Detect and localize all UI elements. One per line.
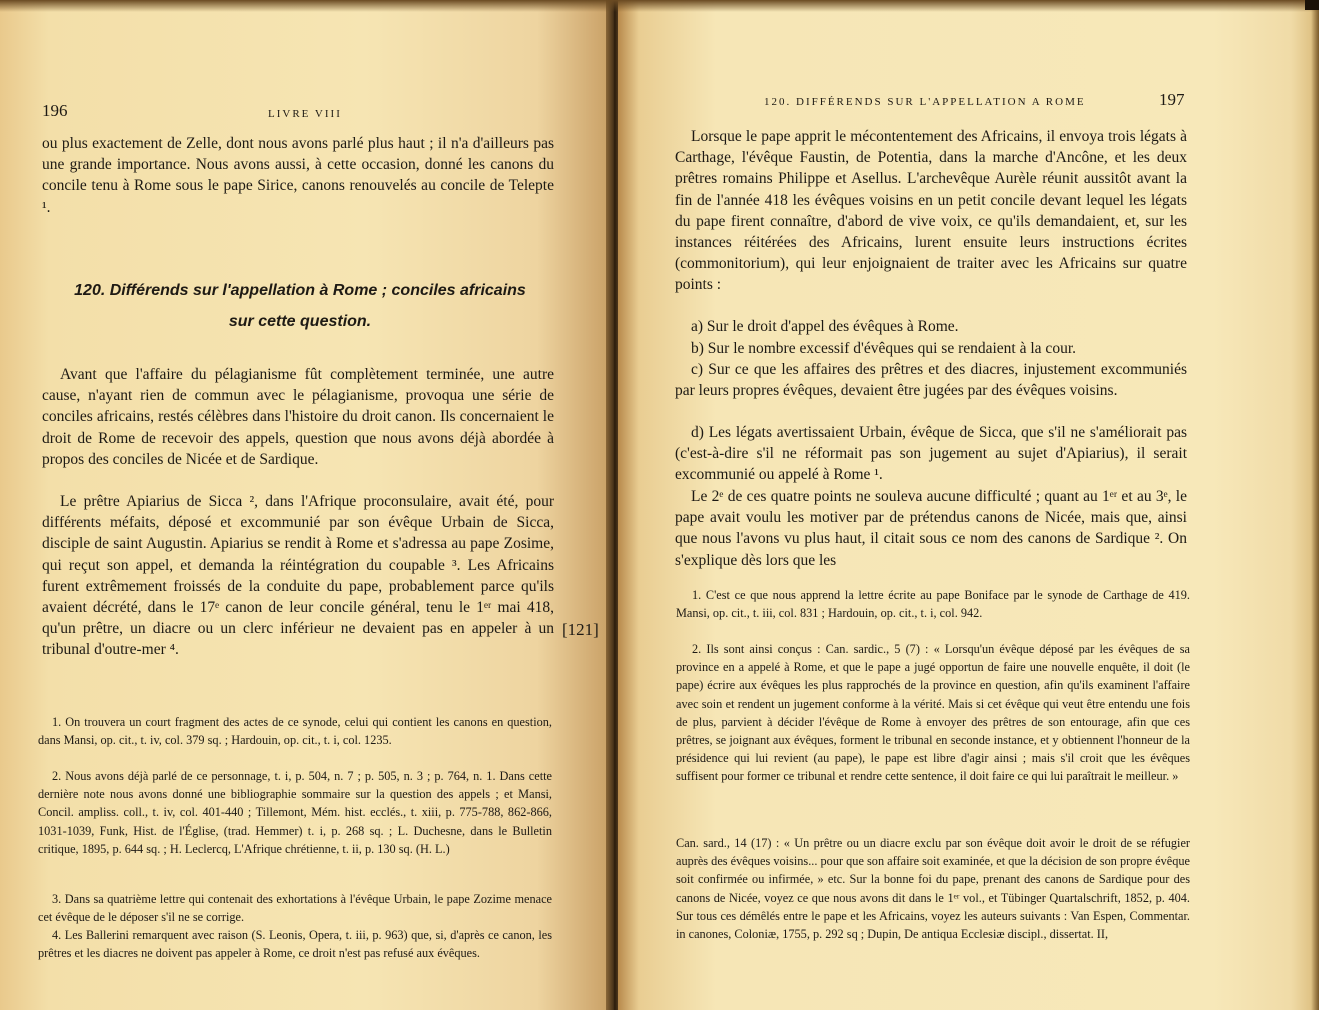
right-paragraph-6: Le 2ᵉ de ces quatre points ne souleva aucune difficulté ; quant au 1ᵉʳ et au 3ᵉ, le pape avait voulu les motiver par de prétendus canons de Nicée, mais que, ainsi que nous l'avons vu plus haut, il citait sous ce nom des canons de Sardique ². On s'explique dès lors que les [675, 488, 1187, 569]
right-paragraph-1: Lorsque le pape apprit le mécontentement des Africains, il envoya trois légats à Carthage, l'évêque Faustin, de Potentia, dans la marche d'Ancône, et les deux prêtres romains Philippe et Asellus. L'archevêque Aurèle réunit aussitôt avant la fin de l'année 418 les évêques voisins en un petit concile devant lequel les légats du pape firent connaître, d'abord de vive voix, ce qu'ils demandaient, et, sur les instances réitérées des Africains, lurent ensuite leurs instructions écrites (commonitorium), qui leur enjoignaient de traiter avec les Africains sur quatre points : [675, 128, 1187, 294]
left-paragraph-1: ou plus exactement de Zelle, dont nous avons parlé plus haut ; il n'a d'ailleurs pas une grande importance. Nous avons aussi, à cette occasion, donné les canons du concile tenu à Rome sous le pape Sirice, canons renouvelés au concile de Telepte ¹. [42, 135, 554, 216]
left-footnote-3: 3. Dans sa quatrième lettre qui contenait des exhortations à l'évêque Urbain, le pape Zozime menace cet évêque de le déposer s'il ne se corrige. [38, 892, 552, 925]
right-paragraph-3: b) Sur le nombre excessif d'évêques qui se rendaient à la cour. [691, 340, 1076, 357]
left-page-number: 196 [42, 101, 68, 120]
margin-page-marker: [121] [562, 620, 599, 639]
left-footnote-2: 2. Nous avons déjà parlé de ce personnage, t. i, p. 504, n. 7 ; p. 505, n. 3 ; p. 764, n. 1. Dans cette dernière note nous avons donné une bibliographie sommaire sur la question des appels ; et Mansi, Concil. ampliss. coll., t. iv, col. 401-440 ; Tillemont, Mém. hist. ecclés., t. xiii, p. 775-788, 862-866, 1031-1039, Funk, Hist. de l'Église, (trad. Hemmer) t. i, p. 268 sq. ; L. Duchesne, dans le Bulletin critique, 1895, p. 644 sq. ; H. Leclercq, L'Afrique chrétienne, t. ii, p. 130 sq. (H. L.) [38, 769, 552, 856]
left-footnote-4: 4. Les Ballerini remarquent avec raison (S. Leonis, Opera, t. iii, p. 963) que, si, d'après ce canon, les prêtres et les diacres ne doivent pas appeler à Rome, ce droit n'est pas refusé aux évêques. [38, 928, 552, 961]
section-title-line-1: 120. Différends sur l'appellation à Rome ; conciles africains [74, 282, 526, 299]
right-paragraph-4: c) Sur ce que les affaires des prêtres et des diacres, injustement excommuniés par leurs propres évêques, devaient être jugées par des évêques voisins. [675, 361, 1187, 400]
top-edge-shadow [0, 0, 1319, 12]
right-footnote-3: Can. sard., 14 (17) : « Un prêtre ou un diacre exclu par son évêque doit avoir le droit de se réfugier auprès des évêques voisins... pour que son affaire soit examinée, et que la décision de son propre évêque soit confirmée ou infirmée, » etc. Sur la bonne foi du pape, prenant des canons de Sardique pour des canons de Nicée, voyez ce que nous avons dit dans le 1ᵉʳ vol., et Tübinger Quartalschrift, 1852, p. 404. Sur tous ces démêlés entre le pape et les Africains, voyez les auteurs suivants : Van Espen, Commentar. in canones, Coloniæ, 1755, p. 292 sq ; Dupin, De antiqua Ecclesiæ discipl., dissertat. II, [676, 836, 1190, 942]
right-footnote-1: 1. C'est ce que nous apprend la lettre écrite au pape Boniface par le synode de Carthage de 419. Mansi, op. cit., t. iii, col. 831 ; Hardouin, op. cit., t. i, col. 942. [676, 588, 1190, 621]
section-title-line-2: sur cette question. [228, 313, 372, 330]
left-running-head: LIVRE VIII [268, 108, 342, 120]
corner-mark [1305, 0, 1319, 10]
right-paragraph-5: d) Les légats avertissaient Urbain, évêque de Sicca, que s'il ne s'améliorait pas (c'est-à-dire s'il ne réformait pas son jugement au sujet d'Apiarius), il serait excommunié ou appelé à Rome ¹. [675, 424, 1187, 484]
right-edge-shadow [1311, 0, 1319, 1010]
left-paragraph-3: Le prêtre Apiarius de Sicca ², dans l'Afrique proconsulaire, avait été, pour différents méfaits, déposé et excommunié par son évêque Urbain de Sicca, disciple de saint Augustin. Apiarius se rendit à Rome et s'adressa au pape Zosime, qui reçut son appel, et demanda la réintégration du coupable ³. Les Africains furent extrêmement froissés de la conduite du pape, probablement parce qu'ils avaient décrété, dans le 17ᵉ canon de leur concile général, tenu le 1ᵉʳ mai 418, qu'un prêtre, un diacre ou un clerc inférieur ne devaient pas en appeler à un tribunal d'outre-mer ⁴. [42, 493, 554, 659]
right-page [618, 0, 1319, 1010]
right-page-number: 197 [1159, 90, 1185, 109]
left-footnote-1: 1. On trouvera un court fragment des actes de ce synode, celui qui contient les canons en question, dans Mansi, op. cit., t. iv, col. 379 sq. ; Hardouin, op. cit., t. i, col. 1235. [38, 715, 552, 748]
left-page [0, 0, 610, 1010]
right-running-head: 120. DIFFÉRENDS SUR L'APPELLATION A ROME [764, 96, 1086, 108]
right-paragraph-2: a) Sur le droit d'appel des évêques à Rome. [691, 318, 959, 335]
right-footnote-2: 2. Ils sont ainsi conçus : Can. sardic., 5 (7) : « Lorsqu'un évêque déposé par les évêques de sa province en a appelé à Rome, et que le pape a jugé opportun de faire une nouvelle enquête, il doit (le pape) écrire aux évêques les plus rapprochés de la province en question, afin qu'ils examinent l'affaire avec soin et rendent un jugement conforme à la vérité. Mais si cet évêque qui veut être entendu une fois de plus, parvient à décider l'évêque de Rome à envoyer des prêtres de son entourage, afin que ces prêtres, se joignant aux évêques, forment le tribunal en seconde instance, et y obtiennent l'honneur de la présidence qui lui revient (au pape), le pape est libre d'agir ainsi ; mais s'il croit que les évêques suffisent pour former ce tribunal et rendre cette sentence, il doit faire ce qui lui paraîtrait le meilleur. » [676, 642, 1190, 784]
left-paragraph-2: Avant que l'affaire du pélagianisme fût complètement terminée, une autre cause, n'ayant rien de commun avec le pélagianisme, provoqua une série de conciles africains, restés célèbres dans l'histoire du droit canon. Ils concernaient le droit de Rome de recevoir des appels, question que nous avons déjà abordée à propos des conciles de Nicée et de Sardique. [42, 366, 554, 468]
